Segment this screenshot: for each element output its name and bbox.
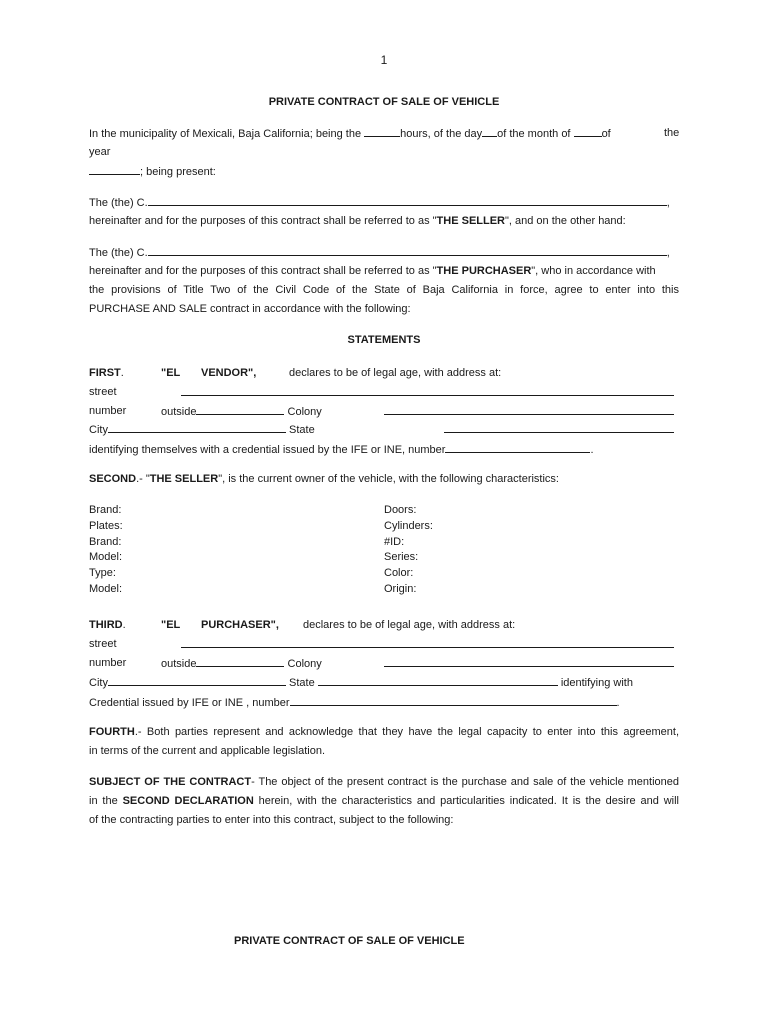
seller-name-line bbox=[89, 195, 670, 210]
month-blank bbox=[574, 126, 602, 137]
field-model-2: Model: bbox=[89, 582, 123, 595]
third-city-blank bbox=[108, 675, 286, 686]
statements-heading: STATEMENTS bbox=[347, 334, 421, 346]
first-colony-blank-wrap bbox=[384, 404, 674, 419]
third-label-bold: THIRD bbox=[89, 619, 123, 631]
year-blank bbox=[89, 164, 140, 175]
seller-def-post: ", and on the other hand: bbox=[505, 215, 626, 227]
third-street-blank bbox=[181, 637, 674, 648]
first-el: "EL bbox=[161, 367, 181, 379]
purchaser-suffix: , bbox=[666, 247, 670, 259]
being-present-text: ; being present: bbox=[140, 166, 216, 178]
first-end: . bbox=[590, 444, 594, 456]
purchaser-def-bold: THE PURCHASER bbox=[436, 265, 532, 277]
purchaser-prefix: The (the) C. bbox=[89, 247, 148, 259]
first-number-label: number bbox=[89, 405, 127, 417]
purchaser-name-line bbox=[89, 245, 670, 260]
subject-label: SUBJECT OF THE CONTRACT bbox=[89, 776, 252, 788]
field-origin: Origin: bbox=[384, 582, 417, 595]
field-id: #ID: bbox=[384, 535, 405, 548]
first-city bbox=[89, 422, 315, 437]
second-text: ", is the current owner of the vehicle, with the following characteristics: bbox=[218, 473, 559, 485]
subject-line2-bold: SECOND DECLARATION bbox=[122, 795, 254, 807]
first-state-blank bbox=[444, 422, 674, 433]
field-plates: Plates: bbox=[89, 519, 123, 532]
being-present-line bbox=[89, 164, 216, 179]
intro-text: In the municipality of Mexicali, Baja California; being the bbox=[89, 128, 362, 140]
vehicle-right-fields bbox=[384, 503, 433, 598]
subject-line2-post: herein, with the characteristics and particularities indicated. It is the desire and will bbox=[253, 795, 679, 807]
third-end: . bbox=[616, 697, 620, 709]
field-type: Type: bbox=[89, 567, 116, 580]
third-purchaser: PURCHASER", bbox=[201, 619, 279, 631]
third-state-label: State bbox=[289, 677, 315, 689]
purchaser-def-line2: the provisions of Title Two of the Civil Code of the State of Baja California in force, agree to enter into this bbox=[89, 284, 679, 296]
first-outside-blank bbox=[196, 404, 284, 415]
purchaser-def-pre: hereinafter and for the purposes of this contract shall be referred to as " bbox=[89, 265, 437, 277]
second-statement bbox=[89, 472, 559, 486]
purchaser-def-line3: PURCHASE AND SALE contract in accordance with the following: bbox=[89, 303, 411, 315]
field-brand: Brand: bbox=[89, 504, 122, 516]
subject-line1-text: - The object of the present contract is the purchase and sale of the vehicle mentioned bbox=[251, 776, 680, 788]
third-colony-blank-wrap bbox=[384, 656, 674, 671]
subject-line3: of the contracting parties to enter into this contract, subject to the following: bbox=[89, 814, 454, 826]
first-street-blank-wrap bbox=[181, 385, 674, 400]
fourth-line1-text: .- Both parties represent and acknowledge that they have the legal capacity to enter into this agreement, bbox=[134, 726, 679, 738]
subject-line2-pre: in the bbox=[89, 795, 123, 807]
third-label bbox=[89, 618, 126, 632]
intro-of-text: of bbox=[601, 128, 611, 140]
third-outside-label: outside bbox=[161, 658, 197, 670]
first-outside bbox=[161, 404, 322, 419]
third-dot: . bbox=[122, 619, 126, 631]
field-doors: Doors: bbox=[384, 504, 417, 516]
field-brand-2: Brand: bbox=[89, 535, 122, 548]
first-colony-label: Colony bbox=[287, 406, 322, 418]
intro-line bbox=[89, 126, 611, 141]
field-model: Model: bbox=[89, 551, 123, 564]
fourth-label: FOURTH bbox=[89, 726, 135, 738]
first-credential-blank bbox=[445, 442, 590, 453]
third-state-blank bbox=[318, 675, 558, 686]
first-street-label: street bbox=[89, 386, 117, 398]
fourth-line1 bbox=[89, 725, 679, 739]
vehicle-left-fields bbox=[89, 503, 123, 598]
seller-suffix: , bbox=[666, 197, 670, 209]
second-label: SECOND bbox=[89, 473, 137, 485]
seller-def-bold: THE SELLER bbox=[436, 215, 505, 227]
field-cylinders: Cylinders: bbox=[384, 519, 433, 532]
seller-definition bbox=[89, 214, 626, 228]
first-vendor: VENDOR", bbox=[201, 367, 257, 379]
third-declares: declares to be of legal age, with address at: bbox=[303, 619, 516, 631]
first-identifying bbox=[89, 442, 594, 457]
seller-prefix: The (the) C. bbox=[89, 197, 148, 209]
subject-line2 bbox=[89, 794, 679, 808]
intro-the: the bbox=[664, 127, 680, 139]
intro-year: year bbox=[89, 146, 111, 158]
third-street-blank-wrap bbox=[181, 637, 674, 652]
third-credential-blank bbox=[290, 695, 617, 706]
third-credential bbox=[89, 695, 620, 710]
third-outside-blank bbox=[196, 656, 284, 667]
third-city-label: City bbox=[89, 677, 108, 689]
purchaser-def-post: ", who in accordance with bbox=[531, 265, 656, 277]
first-dot: . bbox=[120, 367, 124, 379]
next-page-title: PRIVATE CONTRACT OF SALE OF VEHICLE bbox=[234, 935, 465, 947]
third-street-label: street bbox=[89, 638, 117, 650]
intro-month-text: of the month of bbox=[497, 128, 571, 140]
third-identifying: identifying with bbox=[560, 677, 633, 689]
first-street-blank bbox=[181, 385, 674, 396]
first-label bbox=[89, 366, 124, 380]
seller-def-pre: hereinafter and for the purposes of this contract shall be referred to as " bbox=[89, 215, 437, 227]
second-dash: .- " bbox=[136, 473, 150, 485]
first-city-blank bbox=[108, 422, 286, 433]
first-identifying-text: identifying themselves with a credential issued by the IFE or INE, number bbox=[89, 444, 446, 456]
first-colony-blank bbox=[384, 404, 674, 415]
purchaser-name-blank bbox=[148, 245, 667, 256]
third-number-label: number bbox=[89, 657, 127, 669]
third-credential-text: Credential issued by IFE or INE , number bbox=[89, 697, 290, 709]
fourth-line2: in terms of the current and applicable legislation. bbox=[89, 745, 326, 757]
first-city-label: City bbox=[89, 424, 108, 436]
day-blank bbox=[482, 126, 497, 137]
field-color: Color: bbox=[384, 567, 414, 580]
third-city bbox=[89, 675, 633, 690]
subject-line1 bbox=[89, 775, 679, 789]
third-colony-label: Colony bbox=[287, 658, 322, 670]
first-outside-label: outside bbox=[161, 406, 197, 418]
seller-name-blank bbox=[148, 195, 667, 206]
hours-blank bbox=[364, 126, 400, 137]
field-series: Series: bbox=[384, 551, 419, 564]
third-outside bbox=[161, 656, 322, 671]
page-number: 1 bbox=[380, 53, 388, 67]
purchaser-definition bbox=[89, 264, 656, 278]
first-state-label: State bbox=[289, 424, 315, 436]
second-bold: THE SELLER bbox=[149, 473, 219, 485]
document-title: PRIVATE CONTRACT OF SALE OF VEHICLE bbox=[268, 96, 500, 108]
first-label-bold: FIRST bbox=[89, 367, 121, 379]
third-colony-blank bbox=[384, 656, 674, 667]
first-declares: declares to be of legal age, with address at: bbox=[289, 367, 502, 379]
third-el: "EL bbox=[161, 619, 181, 631]
intro-day-text: hours, of the day bbox=[400, 128, 483, 140]
first-state-blank-wrap bbox=[444, 422, 674, 437]
